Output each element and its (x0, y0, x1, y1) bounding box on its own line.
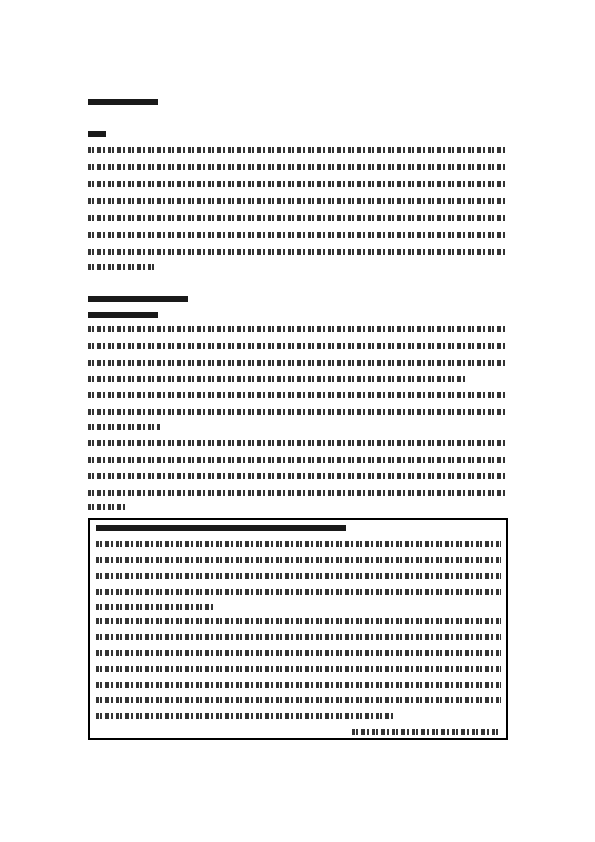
text-line (88, 343, 508, 349)
text-line (88, 409, 508, 415)
section-heading-line (88, 296, 188, 302)
document-header-line (88, 99, 158, 105)
quote-box (88, 518, 508, 740)
text-line (88, 215, 508, 221)
text-line (96, 573, 501, 579)
quote-title-line (96, 525, 346, 531)
text-line (96, 557, 501, 563)
text-line (88, 392, 508, 398)
text-line (96, 604, 216, 610)
text-line (88, 181, 508, 187)
text-line (88, 457, 508, 463)
text-line (88, 376, 468, 382)
text-line (88, 326, 508, 332)
text-line (96, 697, 501, 703)
text-line (88, 164, 508, 170)
text-line (88, 232, 508, 238)
text-line (96, 634, 501, 640)
text-line (96, 541, 501, 547)
text-line (88, 424, 160, 430)
text-line (96, 618, 501, 624)
text-line (96, 650, 501, 656)
quote-attribution-line (352, 729, 500, 735)
text-line (88, 249, 508, 255)
text-line (96, 589, 501, 595)
text-line (96, 666, 501, 672)
text-line (88, 198, 508, 204)
text-line (88, 264, 154, 270)
intro-label-line (88, 131, 106, 137)
text-line (88, 360, 508, 366)
text-line (88, 147, 508, 153)
text-line (96, 682, 501, 688)
text-line (96, 713, 396, 719)
text-line (88, 440, 508, 446)
text-line (88, 473, 508, 479)
subheading-line (88, 312, 158, 318)
text-line (88, 504, 128, 510)
text-line (88, 490, 508, 496)
